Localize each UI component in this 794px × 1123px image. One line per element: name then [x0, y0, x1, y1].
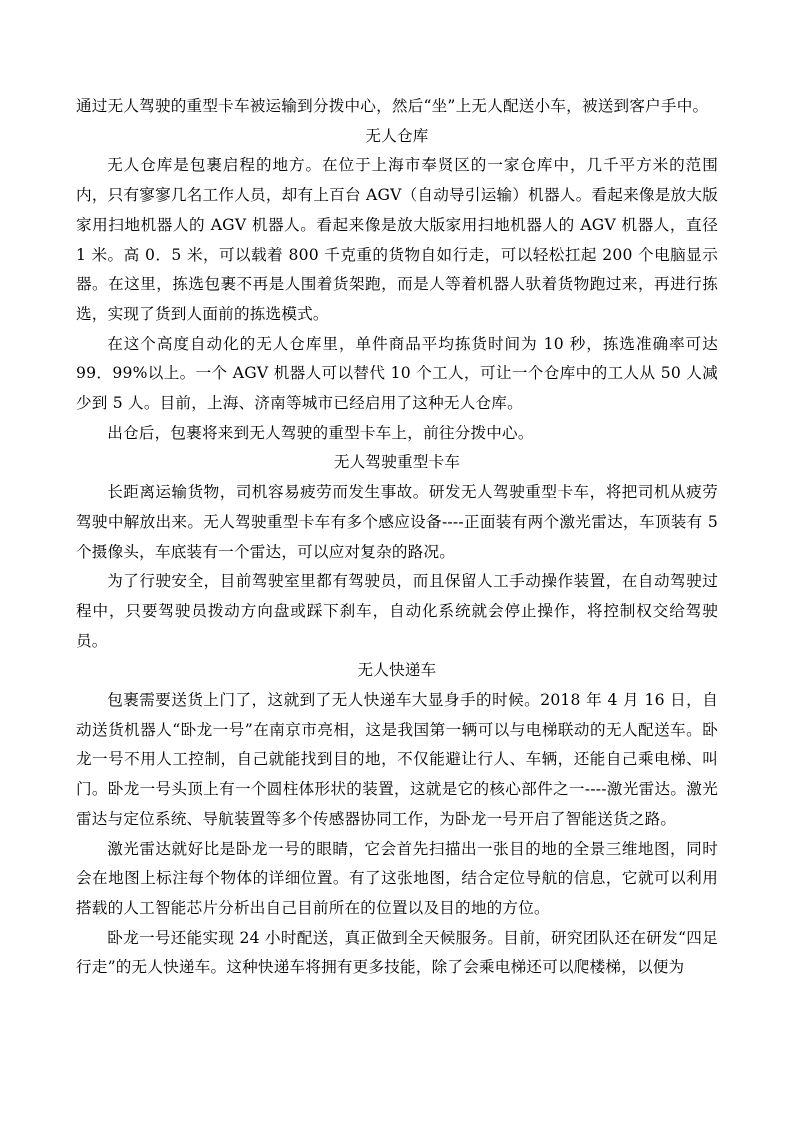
paragraph: 包裹需要送货上门了，这就到了无人快递车大显身手的时候。2018 年 4 月 16 日，自动送货机器人“卧龙一号”在南京市亮相，这是我国第一辆可以与电梯联动的无人配送车。卧龙一号不用人工控制，自己就能找到目的地，不仅能避让行人、车辆，还能自己乘电梯、叫门。卧龙一号头顶上有一个圆柱体形状的装置，这就是它的核心部件之一----激光雷达。激光雷达与定位系统、导航装置等多个传感器协同工作，为卧龙一号开启了智能送货之路。 [76, 691, 718, 828]
paragraph: 卧龙一号还能实现 24 小时配送，真正做到全天候服务。目前，研究团队还在研发“四足行走”的无人快递车。这种快递车将拥有更多技能，除了会乘电梯还可以爬楼梯，以便为 [76, 928, 718, 977]
section-heading-truck: 无人驾驶重型卡车 [333, 453, 461, 472]
document-body [76, 92, 718, 983]
paragraph: 长距离运输货物，司机容易疲劳而发生事故。研发无人驾驶重型卡车，将把司机从疲劳驾驶中解放出来。无人驾驶重型卡车有多个感应设备----正面装有两个激光雷达，车顶装有 5 个摄像头，车底装有一个雷达，可以应对复杂的路况。 [76, 483, 718, 561]
paragraph: 无人仓库是包裹启程的地方。在位于上海市奉贤区的一家仓库中，几千平方米的范围内，只有寥寥几名工作人员，却有上百台 AGV（自动导引运输）机器人。看起来像是放大版家用扫地机器人的 AGV 机器人。看起来像是放大版家用扫地机器人的 AGV 机器人，直径 1 米。高 0．5 米，可以载着 800 千克重的货物自如行走，可以轻松扛起 200 个电脑显示器。在这里，拣选包裹不再是人围着货架跑，而是人等着机器人驮着货物跑过来，再进行拣选，实现了货到人面前的拣选模式。 [76, 156, 718, 323]
paragraph: 在这个高度自动化的无人仓库里，单件商品平均拣货时间为 10 秒，拣选准确率可达 99．99%以上。一个 AGV 机器人可以替代 10 个工人，可让一个仓库中的工人从 50 人减少到 5 人。目前，上海、济南等城市已经启用了这种无人仓库。 [76, 334, 718, 413]
section-heading-warehouse: 无人仓库 [365, 126, 429, 145]
section-heading-delivery-vehicle: 无人快递车 [357, 661, 437, 680]
paragraph: 为了行驶安全，目前驾驶室里都有驾驶员，而且保留人工手动操作装置，在自动驾驶过程中，只要驾驶员拨动方向盘或踩下刹车，自动化系统就会停止操作，将控制权交给驾驶员。 [76, 572, 718, 650]
paragraph: 激光雷达就好比是卧龙一号的眼睛，它会首先扫描出一张目的地的全景三维地图，同时会在地图上标注每个物体的详细位置。有了这张地图，结合定位导航的信息，它就可以利用搭载的人工智能芯片分析出自己目前所在的位置以及目的地的方位。 [76, 839, 718, 917]
intro-paragraph: 通过无人驾驶的重型卡车被运输到分拨中心，然后“坐”上无人配送小车，被送到客户手中。 [76, 97, 709, 115]
paragraph: 出仓后，包裹将来到无人驾驶的重型卡车上，前往分拨中心。 [107, 423, 534, 442]
